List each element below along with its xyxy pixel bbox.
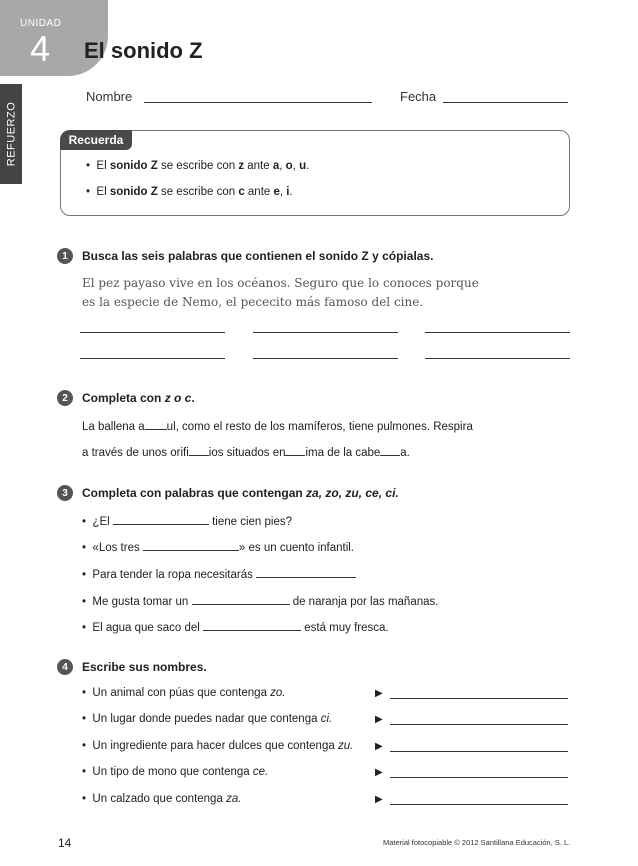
answer-line[interactable] bbox=[253, 358, 398, 359]
fill-sentence: La ballena a ul, como el resto de los mamíferos, tiene pulmones. Respira bbox=[82, 418, 473, 433]
date-field[interactable] bbox=[443, 102, 568, 103]
list-item: • Para tender la ropa necesitarás bbox=[82, 566, 356, 581]
exercise-title: Escribe sus nombres. bbox=[82, 660, 207, 674]
exercise-title: Completa con palabras que contengan za, zo, zu, ce, ci. bbox=[82, 486, 399, 500]
list-item: • Un lugar donde puedes nadar que contenga ci. bbox=[82, 713, 333, 725]
unit-label: UNIDAD bbox=[20, 18, 62, 29]
blank[interactable] bbox=[113, 513, 209, 525]
recuerda-box bbox=[60, 130, 570, 216]
answer-line[interactable] bbox=[390, 751, 568, 752]
answer-line[interactable] bbox=[390, 724, 568, 725]
fill-sentence: a través de unos orifi ios situados en ima de la cabe a. bbox=[82, 444, 410, 459]
list-item: • Un animal con púas que contenga zo. bbox=[82, 687, 286, 699]
answer-line[interactable] bbox=[80, 332, 225, 333]
answer-line[interactable] bbox=[253, 332, 398, 333]
list-item: • ¿El tiene cien pies? bbox=[82, 513, 292, 528]
side-strip bbox=[0, 84, 22, 184]
list-item: • Un ingrediente para hacer dulces que contenga zu. bbox=[82, 740, 354, 752]
list-item: • Me gusta tomar un de naranja por las mañanas. bbox=[82, 593, 438, 608]
answer-line[interactable] bbox=[390, 777, 568, 778]
answer-line[interactable] bbox=[425, 358, 570, 359]
exercise-title: Busca las seis palabras que contienen el sonido Z y cópialas. bbox=[82, 249, 434, 263]
date-label: Fecha bbox=[400, 89, 437, 104]
rule-item: • El sonido Z se escribe con z ante a, o, u. bbox=[86, 160, 310, 172]
arrow-right-icon: ▶ bbox=[375, 714, 383, 725]
exercise-number: 3 bbox=[57, 485, 73, 501]
copyright: Material fotocopiable © 2012 Santillana Educación, S. L. bbox=[383, 838, 571, 847]
arrow-right-icon: ▶ bbox=[375, 767, 383, 778]
blank[interactable] bbox=[285, 444, 305, 456]
exercise-title: Completa con z o c. bbox=[82, 391, 195, 405]
exercise-text: es la especie de Nemo, el pececito más famoso del cine. bbox=[82, 295, 424, 309]
exercise-number: 2 bbox=[57, 390, 73, 406]
list-item: • Un calzado que contenga za. bbox=[82, 793, 242, 805]
list-item: • Un tipo de mono que contenga ce. bbox=[82, 766, 269, 778]
blank[interactable] bbox=[203, 619, 301, 631]
unit-number: 4 bbox=[30, 28, 51, 69]
answer-line[interactable] bbox=[425, 332, 570, 333]
blank[interactable] bbox=[189, 444, 209, 456]
arrow-right-icon: ▶ bbox=[375, 741, 383, 752]
name-label: Nombre bbox=[86, 89, 133, 104]
arrow-right-icon: ▶ bbox=[375, 688, 383, 699]
blank[interactable] bbox=[192, 593, 290, 605]
blank[interactable] bbox=[143, 539, 239, 551]
exercise-text: El pez payaso vive en los océanos. Seguro que lo conoces porque bbox=[82, 276, 479, 290]
answer-line[interactable] bbox=[80, 358, 225, 359]
blank[interactable] bbox=[380, 444, 400, 456]
list-item: • «Los tres » es un cuento infantil. bbox=[82, 539, 354, 554]
page-number: 14 bbox=[58, 836, 72, 850]
answer-line[interactable] bbox=[390, 698, 568, 699]
name-field[interactable] bbox=[144, 102, 372, 103]
rule-item: • El sonido Z se escribe con c ante e, i. bbox=[86, 186, 293, 198]
arrow-right-icon: ▶ bbox=[375, 794, 383, 805]
page-title: El sonido Z bbox=[84, 38, 203, 63]
answer-line[interactable] bbox=[390, 804, 568, 805]
list-item: • El agua que saco del está muy fresca. bbox=[82, 619, 389, 634]
exercise-number: 1 bbox=[57, 248, 73, 264]
side-label: REFUERZO bbox=[5, 101, 17, 167]
blank[interactable] bbox=[145, 418, 167, 430]
blank[interactable] bbox=[256, 566, 356, 578]
exercise-number: 4 bbox=[57, 659, 73, 675]
recuerda-tab: Recuerda bbox=[60, 130, 132, 150]
